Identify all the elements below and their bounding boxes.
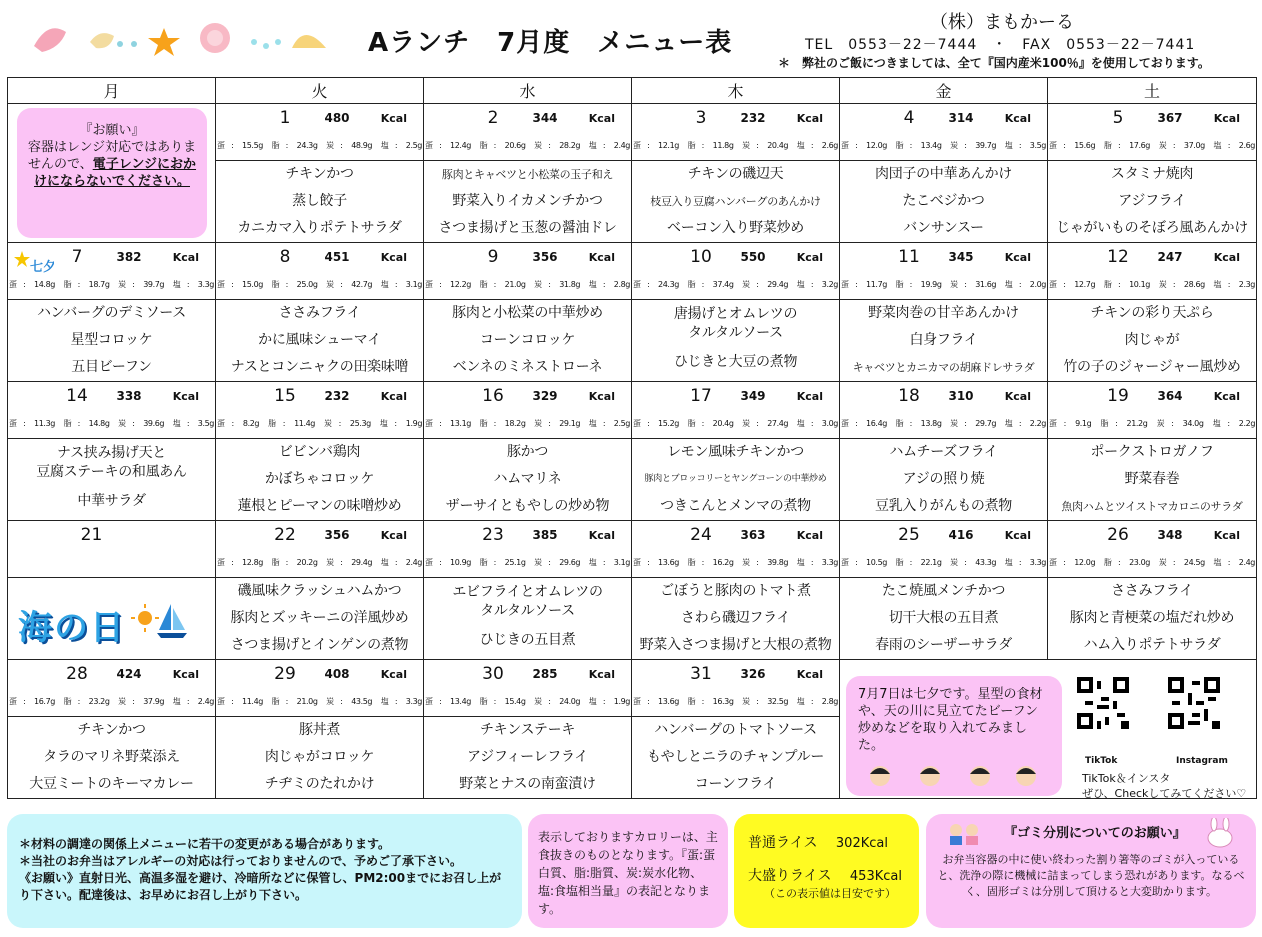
menu-item: かぼちゃコロッケ [264, 471, 375, 487]
notice-box [7, 814, 522, 928]
date-number: 7 [71, 247, 83, 267]
menu-item: 野菜とナスの南蛮漬け [459, 776, 596, 792]
date-row [8, 382, 1257, 439]
calorie-value: 480 [324, 111, 350, 125]
menu-item: 野菜春巻 [1124, 471, 1180, 487]
umi-no-hi-badge [18, 600, 203, 648]
date-number: 19 [1107, 386, 1129, 406]
date-number: 9 [487, 247, 499, 267]
date-number: 1 [279, 108, 291, 128]
rice-regular-kcal: 302Kcal [835, 836, 888, 851]
notice-line: 《お願い》直射日光、高温多湿を避け、冷暗所などに保管し、PM2:00までにお召し上がり下さい。配達後は、お早めにお召し上がり下さい。 [19, 871, 502, 902]
nutrition-info: 蛋: 12.2g 脂: 21.0g 炭: 31.8g 塩: 2.8g [425, 280, 630, 289]
menu-item: 野菜入さつま揚げと大根の煮物 [639, 637, 832, 653]
tanabata-note [846, 676, 1062, 796]
menu-item: たこ焼風メンチかつ [881, 583, 1006, 599]
menu-item: 五目ビーフン [71, 359, 152, 375]
menu-item: チキンかつ [77, 722, 146, 738]
menu-items-cell [1048, 300, 1257, 382]
date-cell [216, 521, 424, 578]
menu-item: 蓮根とピーマンの味噌炒め [237, 498, 402, 514]
menu-item: ナスとコンニャクの田楽味噌 [230, 359, 409, 375]
menu-items-cell [424, 578, 632, 660]
calorie-value: 356 [324, 528, 350, 542]
calorie-unit: Kcal [380, 111, 407, 125]
menu-item: ポークストロガノフ [1090, 444, 1214, 460]
menu-item: つきこんとメンマの煮物 [660, 498, 811, 514]
calorie-unit: Kcal [1004, 111, 1031, 125]
nutrition-info: 蛋: 14.8g 脂: 18.7g 炭: 39.7g 塩: 3.3g [9, 280, 214, 289]
nutrition-info: 蛋: 24.3g 脂: 37.4g 炭: 29.4g 塩: 3.2g [633, 280, 838, 289]
nutrition-info: 蛋: 16.7g 脂: 23.2g 炭: 37.9g 塩: 2.4g [9, 697, 214, 706]
menu-item: 唐揚げとオムレツの タルタルソース [673, 306, 798, 341]
date-cell [1048, 104, 1257, 161]
menu-item: 蒸し餃子 [292, 193, 347, 209]
menu-item: ハンバーグのトマトソース [654, 722, 817, 738]
menu-item: 豚肉とズッキーニの洋風炒め [230, 610, 409, 626]
nutrition-info: 蛋: 13.4g 脂: 15.4g 炭: 24.0g 塩: 1.9g [425, 697, 630, 706]
tanabata-badge [14, 249, 54, 275]
sns-follow-note: TikTok＆インスタ ぜひ、Checkしてみてください♡ [1082, 772, 1247, 800]
tanabata-label: 七夕 [30, 260, 54, 275]
calorie-value: 424 [116, 667, 142, 681]
request-box [17, 108, 207, 238]
menu-items-cell [1048, 161, 1257, 243]
menu-item: ひじきの五目煮 [479, 632, 576, 648]
date-cell [8, 521, 216, 578]
menu-item: コーンフライ [694, 776, 777, 792]
menu-item: ハンバーグのデミソース [36, 305, 187, 321]
calorie-unit: Kcal [380, 250, 407, 264]
date-number: 29 [274, 664, 296, 684]
menu-items-cell [632, 300, 840, 382]
menu-item: キャベツとカニカマの胡麻ドレサラダ [852, 361, 1035, 374]
calorie-value: 385 [532, 528, 558, 542]
calorie-unit: Kcal [1213, 250, 1240, 264]
menu-items-cell [216, 578, 424, 660]
calorie-unit: Kcal [1004, 389, 1031, 403]
calorie-value: 232 [740, 111, 766, 125]
calorie-value: 363 [740, 528, 766, 542]
calorie-value: 338 [116, 389, 142, 403]
date-cell [424, 660, 632, 717]
menu-item: ザーサイともやしの炒め物 [445, 498, 610, 514]
calorie-unit: Kcal [796, 250, 823, 264]
date-cell [424, 243, 632, 300]
date-cell [216, 104, 424, 161]
date-cell [1048, 382, 1257, 439]
garbage-request-title: 『ゴミ分別についてのお願い』 [1004, 826, 1186, 841]
menu-item: ビビンバ鶏肉 [278, 444, 361, 460]
calorie-value: 367 [1157, 111, 1183, 125]
date-number: 10 [690, 247, 712, 267]
weekday-header: 火 [216, 78, 424, 104]
menu-item: 豚肉とブロッコリーとヤングコーンの中華炒め [644, 474, 827, 484]
calorie-value: 356 [532, 250, 558, 264]
menu-item: 大豆ミートのキーマカレー [29, 776, 194, 792]
menu-item: スタミナ焼肉 [1110, 166, 1194, 182]
date-number: 4 [903, 108, 915, 128]
menu-items-cell [632, 717, 840, 799]
menu-items-cell [632, 439, 840, 521]
date-number: 23 [482, 525, 504, 545]
menu-item: 豚かつ [506, 444, 549, 460]
date-cell [840, 243, 1048, 300]
menu-row [8, 300, 1257, 382]
menu-item: 野菜入りイカメンチかつ [452, 193, 603, 209]
date-number: 28 [66, 664, 88, 684]
calorie-unit: Kcal [380, 667, 407, 681]
date-cell [840, 382, 1048, 439]
weekday-header: 木 [632, 78, 840, 104]
calorie-unit: Kcal [1004, 528, 1031, 542]
menu-item: ハムマリネ [493, 471, 562, 487]
rice-regular-label: 普通ライス [748, 835, 818, 851]
date-cell [216, 660, 424, 717]
menu-items-cell [840, 300, 1048, 382]
date-cell [216, 382, 424, 439]
menu-item: チキンの彩り天ぷら [1090, 305, 1214, 321]
weekday-header: 金 [840, 78, 1048, 104]
date-cell [1048, 521, 1257, 578]
menu-items-cell [840, 578, 1048, 660]
menu-item: チキンの磯辺天 [687, 166, 784, 182]
calorie-unit: Kcal [588, 250, 615, 264]
menu-item: 肉団子の中華あんかけ [875, 166, 1012, 182]
menu-item: チキンかつ [285, 166, 354, 182]
rice-calorie-box [734, 814, 919, 928]
calorie-unit: Kcal [1213, 389, 1240, 403]
date-cell [632, 521, 840, 578]
page-title: Aランチ 7月度 メニュー表 [368, 28, 733, 58]
calorie-unit: Kcal [796, 389, 823, 403]
calorie-value: 348 [1157, 528, 1183, 542]
request-title: 『お願い』 [79, 123, 145, 138]
menu-item: 枝豆入り豆腐ハンバーグのあんかけ [650, 195, 821, 208]
weekday-header: 月 [8, 78, 216, 104]
date-number: 17 [690, 386, 712, 406]
calorie-unit: Kcal [380, 389, 407, 403]
umi-no-hi-label: 海の日 [18, 608, 126, 648]
calorie-unit: Kcal [588, 667, 615, 681]
menu-row [8, 439, 1257, 521]
nutrition-info: 蛋: 12.7g 脂: 10.1g 炭: 28.6g 塩: 2.3g [1049, 280, 1255, 289]
menu-item: コーンコロッケ [479, 332, 576, 348]
rice-large-label: 大盛りライス [748, 868, 832, 884]
date-cell [424, 382, 632, 439]
menu-item: ささみフライ [278, 305, 361, 321]
menu-items-cell [1048, 578, 1257, 660]
date-cell [1048, 243, 1257, 300]
date-number: 15 [274, 386, 296, 406]
date-cell [840, 104, 1048, 161]
garbage-request-box [926, 814, 1256, 928]
calorie-unit: Kcal [1213, 528, 1240, 542]
menu-item: 豚肉と青梗菜の塩だれ炒め [1069, 610, 1235, 626]
menu-items-cell [840, 439, 1048, 521]
menu-item: 星型コロッケ [70, 332, 153, 348]
children-illustration-icon [858, 762, 1038, 792]
calorie-unit: Kcal [588, 111, 615, 125]
rabbit-icon [1200, 818, 1240, 848]
calorie-value: 550 [740, 250, 766, 264]
tiktok-qr-icon[interactable] [1077, 677, 1129, 729]
menu-items-cell [632, 578, 840, 660]
nutrition-info: 蛋: 10.9g 脂: 25.1g 炭: 29.6g 塩: 3.1g [425, 558, 630, 567]
menu-item: ベーコン入り野菜炒め [667, 220, 804, 236]
calorie-value: 326 [740, 667, 766, 681]
date-number: 11 [898, 247, 920, 267]
menu-item: 肉じゃがコロッケ [264, 749, 375, 765]
nutrition-info: 蛋: 15.0g 脂: 25.0g 炭: 42.7g 塩: 3.1g [217, 280, 422, 289]
date-cell [8, 382, 216, 439]
menu-item: ハムチーズフライ [889, 444, 998, 460]
header [0, 0, 1262, 78]
menu-item: 白身フライ [909, 332, 978, 348]
request-body: 容器はレンジ対応ではありませんので、 [27, 140, 197, 172]
menu-items-cell [1048, 439, 1257, 521]
calorie-unit: Kcal [796, 111, 823, 125]
calorie-note-box: 表示しておりますカロリーは、主食抜きのものとなります。『蛋:蛋白質、脂:脂質、炭:炭水化物、塩:食塩相当量』の表記となります。 [528, 814, 728, 928]
menu-item: チキンステーキ [479, 722, 576, 738]
menu-item: アジフライ [1118, 193, 1186, 209]
date-number: 30 [482, 664, 504, 684]
menu-item: ひじきと大豆の煮物 [673, 354, 798, 370]
calorie-value: 408 [324, 667, 350, 681]
calorie-unit: Kcal [796, 667, 823, 681]
menu-item: 魚肉ハムとツイストマカロニのサラダ [1061, 500, 1243, 513]
notice-line: ＊当社のお弁当はアレルギーの対応は行っておりませんので、予めご了承下さい。 [19, 854, 462, 868]
date-number: 14 [66, 386, 88, 406]
calorie-value: 329 [532, 389, 558, 403]
calorie-value: 416 [948, 528, 974, 542]
calorie-value: 310 [948, 389, 974, 403]
people-icon [946, 822, 996, 846]
date-cell [8, 660, 216, 717]
nutrition-info: 蛋: 15.6g 脂: 17.6g 炭: 37.0g 塩: 2.6g [1049, 141, 1255, 150]
menu-item: エビフライとオムレツの タルタルソース [452, 584, 603, 619]
nutrition-info: 蛋: 10.5g 脂: 22.1g 炭: 43.3g 塩: 3.3g [841, 558, 1046, 567]
calorie-unit: Kcal [172, 389, 199, 403]
calorie-unit: Kcal [380, 528, 407, 542]
date-number: 25 [898, 525, 920, 545]
calorie-value: 285 [532, 667, 558, 681]
seashell-decoration-icon [30, 18, 340, 58]
nutrition-info: 蛋: 12.4g 脂: 20.6g 炭: 28.2g 塩: 2.4g [425, 141, 630, 150]
menu-item: もやしとニラのチャンプルー [646, 749, 825, 765]
company-name: （株）まもかーる [930, 12, 1074, 33]
menu-item: ハム入りポテトサラダ [1083, 637, 1221, 653]
nutrition-info: 蛋: 9.1g 脂: 21.2g 炭: 34.0g 塩: 2.2g [1049, 419, 1255, 428]
rice-note: ＊ 弊社のご飯につきましては、全て『国内産米100％』を使用しております。 [778, 56, 1210, 70]
menu-items-cell [632, 161, 840, 243]
menu-items-cell [840, 161, 1048, 243]
date-number: 18 [898, 386, 920, 406]
menu-item: 磯風味クラッシュハムかつ [237, 583, 402, 599]
menu-items-cell [424, 439, 632, 521]
menu-items-cell [8, 439, 216, 521]
date-number: 5 [1112, 108, 1124, 128]
menu-items-cell [216, 439, 424, 521]
date-row [8, 243, 1257, 300]
menu-items-cell [8, 300, 216, 382]
date-number: 2 [487, 108, 499, 128]
menu-item: さわら磯辺フライ [680, 610, 791, 626]
rice-note: （この表示値は目安です） [764, 887, 896, 900]
menu-item: 豆乳入りがんもの煮物 [875, 498, 1012, 514]
menu-item: アジフィーレフライ [467, 749, 588, 765]
calorie-unit: Kcal [1213, 111, 1240, 125]
nutrition-info: 蛋: 15.5g 脂: 24.3g 炭: 48.9g 塩: 2.5g [217, 141, 422, 150]
nutrition-info: 蛋: 11.3g 脂: 14.8g 炭: 39.6g 塩: 3.5g [9, 419, 214, 428]
calorie-value: 232 [324, 389, 350, 403]
calorie-unit: Kcal [172, 667, 199, 681]
date-number: 22 [274, 525, 296, 545]
sun-sailboat-icon [131, 600, 191, 640]
calorie-value: 345 [948, 250, 974, 264]
menu-item: 野菜肉巻の甘辛あんかけ [868, 305, 1019, 321]
contact-info: TEL 0553－22－7444 ・ FAX 0553－22－7441 [805, 37, 1196, 53]
nutrition-info: 蛋: 12.8g 脂: 20.2g 炭: 29.4g 塩: 2.4g [217, 558, 422, 567]
menu-item: ごぼうと豚肉のトマト煮 [660, 583, 811, 599]
calorie-unit: Kcal [588, 528, 615, 542]
menu-item: アジの照り焼 [902, 471, 985, 487]
menu-item: 豚肉と小松菜の中華炒め [452, 305, 603, 321]
nutrition-info: 蛋: 16.4g 脂: 13.8g 炭: 29.7g 塩: 2.2g [841, 419, 1046, 428]
date-cell [632, 382, 840, 439]
tanabata-note-text: 7月7日は七夕です。星型の食材や、天の川に見立てたビーフン炒めなどを取り入れてみました。 [858, 687, 1043, 753]
date-cell [632, 660, 840, 717]
date-number: 31 [690, 664, 712, 684]
nutrition-info: 蛋: 15.2g 脂: 20.4g 炭: 27.4g 塩: 3.0g [633, 419, 838, 428]
menu-item: さつま揚げとインゲンの煮物 [230, 637, 409, 653]
date-number: 16 [482, 386, 504, 406]
nutrition-info: 蛋: 12.1g 脂: 11.8g 炭: 20.4g 塩: 2.6g [633, 141, 838, 150]
date-row [8, 521, 1257, 578]
date-cell [632, 104, 840, 161]
menu-items-cell [424, 717, 632, 799]
menu-item: 豚丼煮 [298, 722, 341, 738]
nutrition-info: 蛋: 12.0g 脂: 13.4g 炭: 39.7g 塩: 3.5g [841, 141, 1046, 150]
calorie-unit: Kcal [588, 389, 615, 403]
tiktok-label: TikTok [1085, 756, 1118, 766]
menu-items-cell [424, 300, 632, 382]
date-number: 21 [80, 525, 103, 545]
date-number: 24 [690, 525, 712, 545]
menu-item: さつま揚げと玉葱の醤油ドレ [438, 220, 617, 236]
date-number: 12 [1107, 247, 1129, 267]
menu-items-cell [8, 717, 216, 799]
calorie-unit: Kcal [172, 250, 199, 264]
nutrition-info: 蛋: 11.7g 脂: 19.9g 炭: 31.6g 塩: 2.0g [841, 280, 1046, 289]
menu-item: レモン風味チキンかつ [667, 444, 804, 460]
menu-item: 中華サラダ [77, 493, 146, 509]
date-cell [424, 521, 632, 578]
date-number: 8 [279, 247, 291, 267]
menu-items-cell [216, 717, 424, 799]
menu-item: ナス挟み揚げ天と 豆腐ステーキの和風あん [36, 445, 187, 480]
nutrition-info: 蛋: 13.1g 脂: 18.2g 炭: 29.1g 塩: 2.5g [425, 419, 630, 428]
calorie-value: 364 [1157, 389, 1183, 403]
rice-large-kcal: 453Kcal [849, 869, 902, 884]
calorie-value: 344 [532, 111, 558, 125]
instagram-label: Instagram [1176, 756, 1228, 766]
nutrition-info: 蛋: 13.6g 脂: 16.2g 炭: 39.8g 塩: 3.3g [633, 558, 838, 567]
tanabata-icon [14, 249, 54, 275]
menu-item: 豚肉とキャベツと小松菜の玉子和え [441, 168, 614, 181]
menu-item: じゃがいものそぼろ風あんかけ [1056, 220, 1248, 236]
weekday-header-row [8, 78, 1257, 104]
menu-item: 肉じゃが [1124, 332, 1180, 348]
menu-item: 切干大根の五目煮 [888, 610, 999, 626]
nutrition-info: 蛋: 11.4g 脂: 21.0g 炭: 43.5g 塩: 3.3g [217, 697, 422, 706]
calorie-value: 451 [324, 250, 350, 264]
weekday-header: 土 [1048, 78, 1257, 104]
menu-item: チヂミのたれかけ [264, 776, 375, 792]
menu-item: ベンネのミネストローネ [452, 359, 603, 375]
menu-item: カニカマ入りポテトサラダ [237, 220, 402, 236]
menu-item: 春雨のシーザーサラダ [875, 637, 1012, 653]
menu-items-cell [216, 300, 424, 382]
weekday-header: 水 [424, 78, 632, 104]
calorie-value: 382 [116, 250, 142, 264]
nutrition-info: 蛋: 8.2g 脂: 11.4g 炭: 25.3g 塩: 1.9g [217, 419, 422, 428]
date-row [8, 660, 1257, 717]
notice-line: ＊材料の調達の関係上メニューに若干の変更がある場合があります。 [19, 837, 391, 851]
menu-item: バンサンスー [903, 220, 984, 236]
menu-item: 竹の子のジャージャー風炒め [1063, 359, 1241, 375]
date-cell [424, 104, 632, 161]
menu-item: ささみフライ [1111, 583, 1193, 599]
nutrition-info: 蛋: 13.6g 脂: 16.3g 炭: 32.5g 塩: 2.8g [633, 697, 838, 706]
menu-item: たこベジかつ [902, 193, 985, 209]
menu-items-cell [424, 161, 632, 243]
garbage-request-body: お弁当容器の中に使い終わった割り箸等のゴミが入っていると、洗浄の際に機械に詰まってしまう恐れがあります。なるべく、固形ゴミは分別して頂けると大変助かります。 [937, 853, 1245, 898]
menu-item: タラのマリネ野菜添え [43, 749, 180, 765]
menu-item: かに風味シューマイ [258, 332, 381, 348]
calorie-unit: Kcal [1004, 250, 1031, 264]
calorie-value: 247 [1157, 250, 1183, 264]
menu-items-cell [216, 161, 424, 243]
date-cell [840, 521, 1048, 578]
date-cell [632, 243, 840, 300]
nutrition-info: 蛋: 12.0g 脂: 23.0g 炭: 24.5g 塩: 2.4g [1049, 558, 1255, 567]
date-number: 26 [1107, 525, 1129, 545]
date-number: 3 [695, 108, 707, 128]
calorie-unit: Kcal [796, 528, 823, 542]
date-cell [216, 243, 424, 300]
request-emphasis: 電子レンジにおかけにならないでください。 [33, 157, 197, 189]
calorie-value: 349 [740, 389, 766, 403]
calorie-value: 314 [948, 111, 974, 125]
instagram-qr-icon[interactable] [1168, 677, 1220, 729]
